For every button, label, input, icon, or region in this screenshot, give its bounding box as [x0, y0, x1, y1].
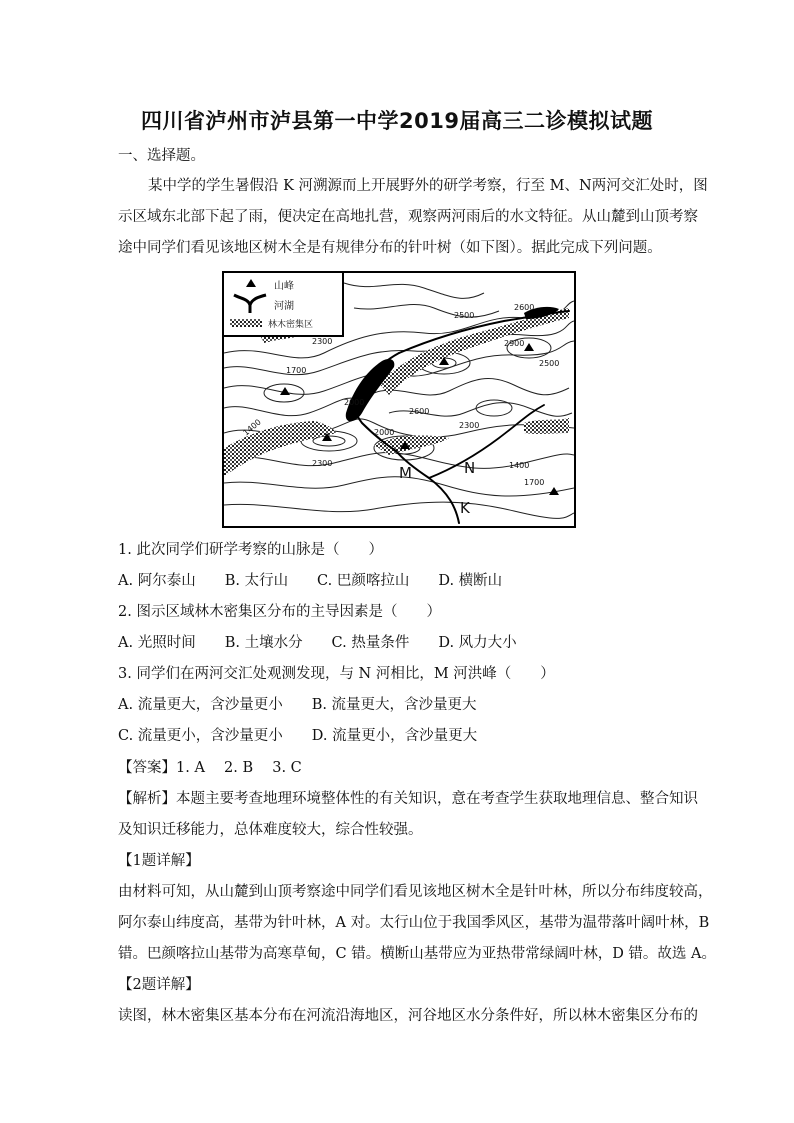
contour-label: 1400 — [241, 417, 263, 438]
answer-line: 【答案】1. A 2. B 3. C — [118, 760, 302, 776]
contour-label: 1700 — [286, 366, 307, 375]
contour-label: 2900 — [504, 339, 525, 348]
contour-label: 1700 — [524, 478, 545, 487]
legend-label-forest: 林木密集区 — [268, 320, 314, 330]
contour-label: 1400 — [509, 461, 530, 470]
contour-label: 2600 — [514, 303, 535, 312]
detail-2-line-1: 读图，林木密集区基本分布在河流沿海地区，河谷地区水分条件好，所以林木密集区分布的 — [118, 1008, 698, 1024]
detail-1-heading: 【1题详解】 — [118, 853, 200, 869]
question-3-options-line-2: C. 流量更小，含沙量更小 D. 流量更小，含沙量更大 — [118, 728, 478, 744]
question-1-options: A. 阿尔泰山 B. 太行山 C. 巴颜喀拉山 D. 横断山 — [118, 573, 503, 589]
peak-icon — [246, 279, 256, 287]
river-lake-icon — [234, 295, 266, 313]
peak-icon — [524, 343, 534, 351]
contour-line — [354, 304, 499, 317]
forest-area — [379, 308, 569, 395]
contour-label: 2300 — [312, 459, 333, 468]
contour-label: 2600 — [409, 407, 430, 416]
point-label-n: N — [464, 459, 476, 477]
analysis-line-2: 及知识迁移能力，总体难度较大，综合性较强。 — [118, 822, 423, 838]
contour-label: 2500 — [539, 359, 560, 368]
contour-label: 2300 — [459, 421, 480, 430]
question-2-stem: 2. 图示区域林木密集区分布的主导因素是（ ） — [118, 604, 441, 620]
question-1-stem: 1. 此次同学们研学考察的山脉是（ ） — [118, 542, 383, 558]
intro-line-2: 示区域东北部下起了雨，便决定在高地扎营，观察两河雨后的水文特征。从山麓到山顶考察 — [118, 209, 698, 225]
legend-label-peak: 山峰 — [274, 281, 294, 292]
detail-1-line-1: 由材料可知，从山麓到山顶考察途中同学们看见该地区树木全是针叶林，所以分布纬度较高， — [118, 884, 713, 900]
intro-line-1: 某中学的学生暑假沿 K 河溯源而上开展野外的研学考察，行至 M、N两河交汇处时，图 — [148, 178, 708, 194]
contour-label: 2300 — [312, 337, 333, 346]
map-legend — [224, 273, 344, 337]
forest-area — [524, 418, 569, 434]
intro-line-3: 途中同学们看见该地区树木全是有规律分布的针叶树（如下图）。据此完成下列问题。 — [118, 240, 662, 256]
detail-1-line-3: 错。巴颜喀拉山基带为高寒草甸，C 错。横断山基带应为亚热带常绿阔叶林，D 错。故选 A。 — [118, 946, 717, 962]
forest-icon — [230, 319, 262, 327]
question-2-options: A. 光照时间 B. 土壤水分 C. 热量条件 D. 风力大小 — [118, 635, 517, 651]
detail-1-line-2: 阿尔泰山纬度高，基带为针叶林，A 对。太行山位于我国季风区，基带为温带落叶阔叶林，B — [118, 915, 710, 931]
contour-label: 2000 — [374, 428, 395, 437]
point-label-k: K — [460, 499, 470, 517]
question-3-stem: 3. 同学们在两河交汇处观测发现，与 N 河相比，M 河洪峰（ ） — [118, 666, 555, 682]
contour-ring — [476, 400, 512, 416]
peak-icon — [280, 387, 290, 395]
point-label-m: M — [399, 464, 412, 482]
topographic-map — [222, 271, 576, 528]
question-3-options-line-1: A. 流量更大，含沙量更小 B. 流量更大，含沙量更大 — [118, 697, 477, 713]
section-heading: 一、选择题。 — [118, 148, 205, 164]
document-title: 四川省泸州市泸县第一中学2019届高三二诊模拟试题 — [141, 109, 653, 133]
contour-label: 2500 — [454, 311, 475, 320]
contour-line — [224, 502, 574, 518]
detail-2-heading: 【2题详解】 — [118, 977, 200, 993]
contour-line — [344, 283, 484, 298]
analysis-line-1: 【解析】本题主要考查地理环境整体性的有关知识，意在考查学生获取地理信息、整合知识 — [118, 791, 698, 807]
contour-label: 2000 — [344, 398, 365, 407]
legend-label-river: 河湖 — [274, 301, 294, 312]
